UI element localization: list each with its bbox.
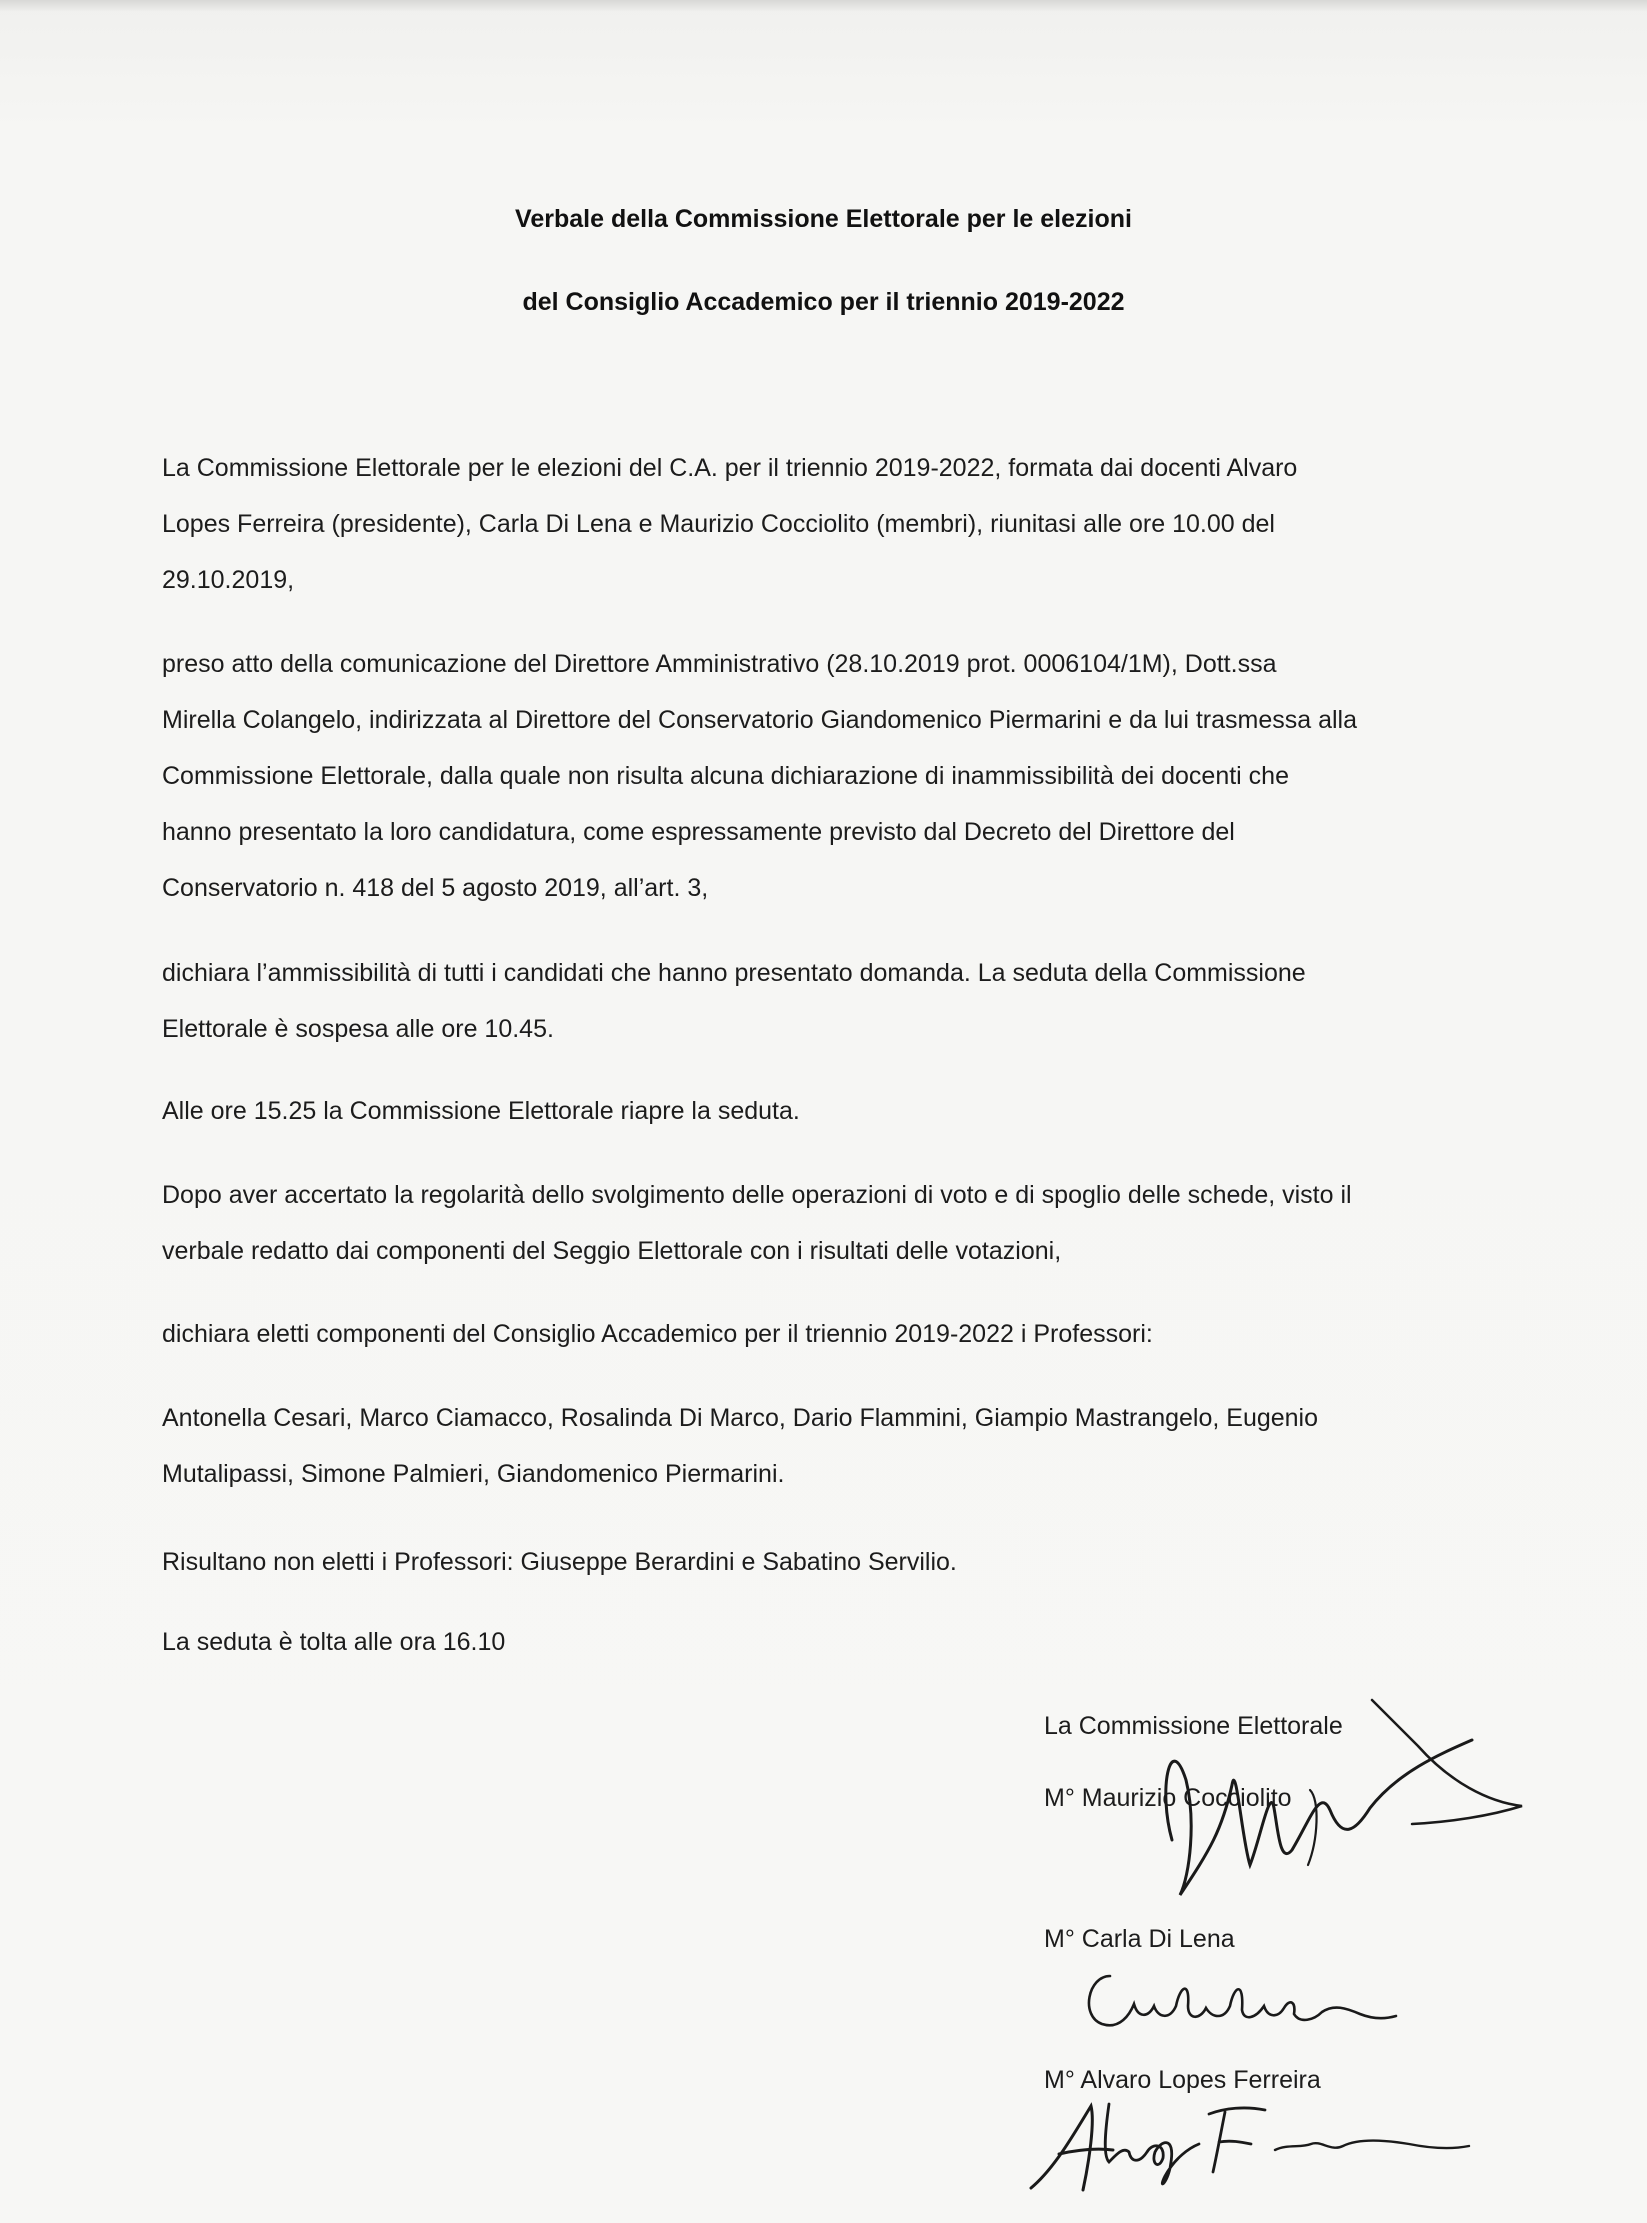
paragraph-7-line-1: Antonella Cesari, Marco Ciamacco, Rosalinda Di Marco, Dario Flammini, Giampio Mastrangelo, Eugenio xyxy=(162,1404,1319,1432)
scan-edge-shadow xyxy=(0,0,1647,12)
paragraph-3-line-1: dichiara l’ammissibilità di tutti i candidati che hanno presentato domanda. La seduta della Commissione xyxy=(162,959,1306,987)
paragraph-1-line-2: Lopes Ferreira (presidente), Carla Di Lena e Maurizio Cocciolito (membri), riunitasi alle ore 10.00 del xyxy=(162,510,1275,538)
handwritten-signature-di-lena xyxy=(1070,1958,1400,2050)
handwritten-signature-lopes-ferreira xyxy=(1025,2092,1475,2202)
paragraph-8: Risultano non eletti i Professori: Giuseppe Berardini e Sabatino Servilio. xyxy=(162,1548,957,1576)
paragraph-2-line-2: Mirella Colangelo, indirizzata al Direttore del Conservatorio Giandomenico Piermarini e da lui trasmessa alla xyxy=(162,706,1357,734)
paragraph-2-line-4: hanno presentato la loro candidatura, come espressamente previsto dal Decreto del Direttore del xyxy=(162,818,1235,846)
paragraph-1-line-3: 29.10.2019, xyxy=(162,566,295,594)
paragraph-3-line-2: Elettorale è sospesa alle ore 10.45. xyxy=(162,1015,554,1043)
paragraph-5-line-1: Dopo aver accertato la regolarità dello svolgimento delle operazioni di voto e di spoglio delle schede, visto il xyxy=(162,1181,1352,1209)
paragraph-6: dichiara eletti componenti del Consiglio Accademico per il triennio 2019-2022 i Professori: xyxy=(162,1320,1153,1348)
paragraph-5-line-2: verbale redatto dai componenti del Seggio Elettorale con i risultati delle votazioni, xyxy=(162,1237,1062,1265)
handwritten-signature-cocciolito xyxy=(1150,1690,1540,1920)
paragraph-2-line-1: preso atto della comunicazione del Direttore Amministrativo (28.10.2019 prot. 0006104/1M), Dott.ssa xyxy=(162,650,1277,678)
paragraph-1-line-1: La Commissione Elettorale per le elezioni del C.A. per il triennio 2019-2022, formata dai docenti Alvaro xyxy=(162,454,1298,482)
paragraph-2-line-3: Commissione Elettorale, dalla quale non risulta alcuna dichiarazione di inammissibilità dei docenti che xyxy=(162,762,1289,790)
document-title-line-1: Verbale della Commissione Elettorale per le elezioni xyxy=(515,205,1132,233)
signature-heading: La Commissione Elettorale xyxy=(1044,1712,1343,1740)
paragraph-2-line-5: Conservatorio n. 418 del 5 agosto 2019, all’art. 3, xyxy=(162,874,709,902)
paragraph-4: Alle ore 15.25 la Commissione Elettorale riapre la seduta. xyxy=(162,1097,800,1125)
signature-name-lopes-ferreira: M° Alvaro Lopes Ferreira xyxy=(1044,2066,1321,2094)
paragraph-9: La seduta è tolta alle ora 16.10 xyxy=(162,1628,506,1656)
signature-name-di-lena: M° Carla Di Lena xyxy=(1044,1925,1235,1953)
signature-name-cocciolito: M° Maurizio Cocciolito xyxy=(1044,1784,1292,1812)
paragraph-7-line-2: Mutalipassi, Simone Palmieri, Giandomenico Piermarini. xyxy=(162,1460,785,1488)
document-title-line-2: del Consiglio Accademico per il triennio 2019-2022 xyxy=(522,288,1125,316)
